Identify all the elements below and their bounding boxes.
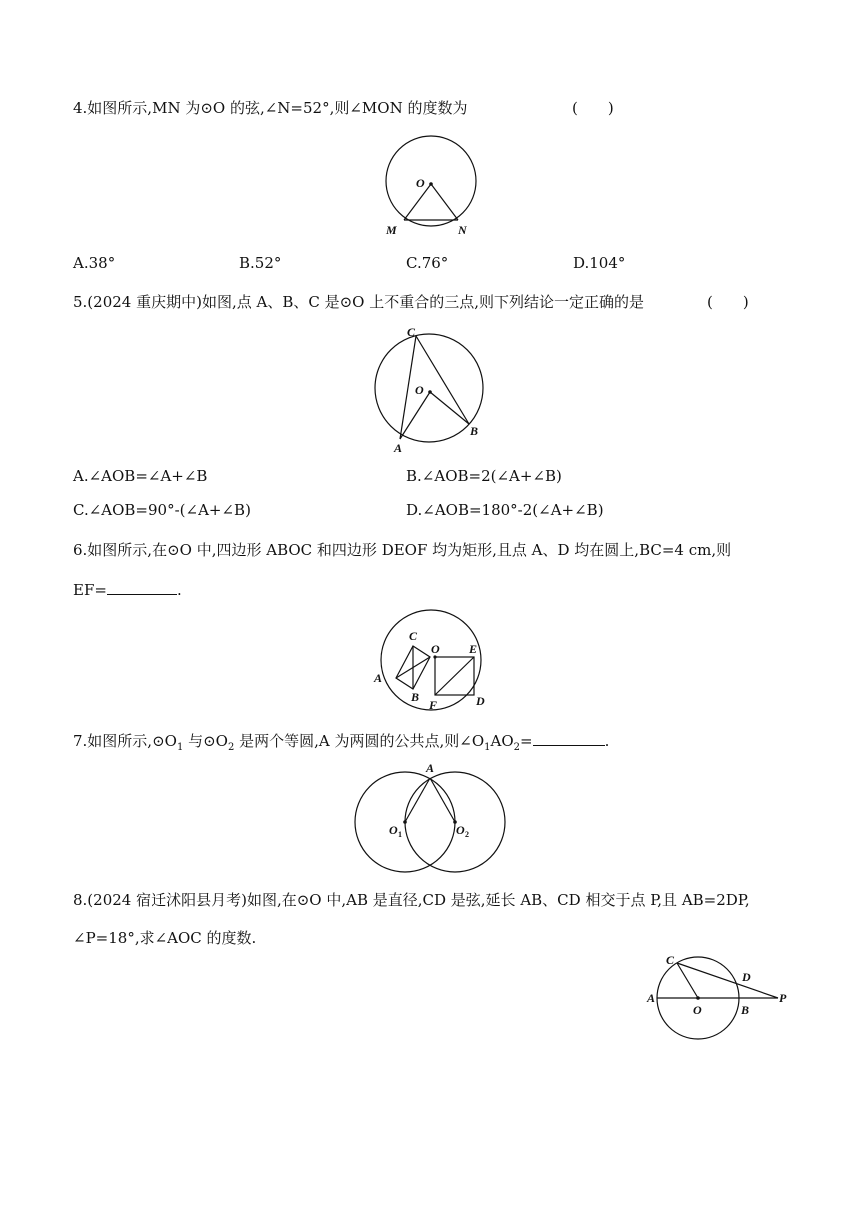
q5-text: 5.(2024 重庆期中)如图,点 A、B、C 是⊙O 上不重合的三点,则下列结论一定正确的是 (73, 293, 644, 311)
q8-label-a: A (647, 991, 656, 1005)
svg-text:1: 1 (398, 830, 402, 839)
q4-label-o: O (416, 176, 425, 190)
q7-label-o2: O (456, 823, 465, 837)
q5-label-c: C (407, 325, 416, 339)
q8-label-o: O (693, 1003, 702, 1017)
q8-label-b: B (741, 1003, 750, 1017)
svg-text:2: 2 (465, 830, 469, 839)
q4-text: 4.如图所示,MN 为⊙O 的弦,∠N=52°,则∠MON 的度数为 (73, 99, 468, 117)
q5-option-c: C.∠AOB=90°-(∠A+∠B) (73, 501, 251, 519)
q7-answer-blank[interactable] (533, 731, 605, 746)
q4-label-n: N (458, 223, 467, 237)
q4-option-b: B.52° (239, 254, 282, 272)
q8-line1: 8.(2024 宿迁沭阳县月考)如图,在⊙O 中,AB 是直径,CD 是弦,延长 AB、CD 相交于点 P,且 AB=2DP, (73, 891, 750, 909)
q5-label-o: O (415, 383, 424, 397)
q6-answer-blank[interactable] (107, 580, 177, 595)
q5-answer-paren: ( ) (707, 293, 749, 311)
q5-label-b: B (470, 424, 479, 438)
q5-label-a: A (394, 441, 403, 455)
q7-label-a: A (426, 761, 435, 775)
q6-label-e: E (469, 642, 478, 656)
q6-line1: 6.如图所示,在⊙O 中,四边形 ABOC 和四边形 DEOF 均为矩形,且点 A、D 均在圆上,BC=4 cm,则 (73, 541, 732, 559)
q5-option-b: B.∠AOB=2(∠A+∠B) (406, 467, 562, 485)
q6-ef-label: EF= (73, 581, 107, 599)
q5-option-a: A.∠AOB=∠A+∠B (73, 467, 208, 485)
q6-figure (365, 610, 495, 715)
q8-label-p: P (779, 991, 787, 1005)
q7-text: 7.如图所示$,⊙O_1$ 与$⊙O_2$ 是两个等圆,A 为两圆的公共点,则$\angle O_1AO_2=$ . (73, 732, 610, 753)
q8-figure (640, 950, 800, 1050)
q7-label-o1: O (389, 823, 398, 837)
q6-line2-end: . (176, 581, 182, 599)
q6-label-b: B (411, 690, 420, 704)
q6-label-o: O (431, 642, 440, 656)
q5-option-d: D.∠AOB=180°-2(∠A+∠B) (406, 501, 604, 519)
q6-label-f: F (429, 698, 438, 712)
q8-line2: ∠P=18°,求∠AOC 的度数. (73, 929, 257, 947)
q6-label-d: D (476, 694, 485, 708)
q6-label-a: A (374, 671, 383, 685)
q8-label-d: D (742, 970, 751, 984)
q5-figure (372, 322, 492, 454)
q8-label-c: C (666, 953, 675, 967)
q4-figure (370, 132, 490, 242)
q6-label-c: C (409, 629, 418, 643)
q4-option-a: A.38° (73, 254, 116, 272)
q4-option-c: C.76° (406, 254, 449, 272)
q4-option-d: D.104° (573, 254, 626, 272)
q7-figure (350, 760, 510, 876)
q4-answer-paren: ( ) (572, 99, 614, 117)
q6-line2 (73, 580, 182, 600)
q4-label-m: M (386, 223, 397, 237)
